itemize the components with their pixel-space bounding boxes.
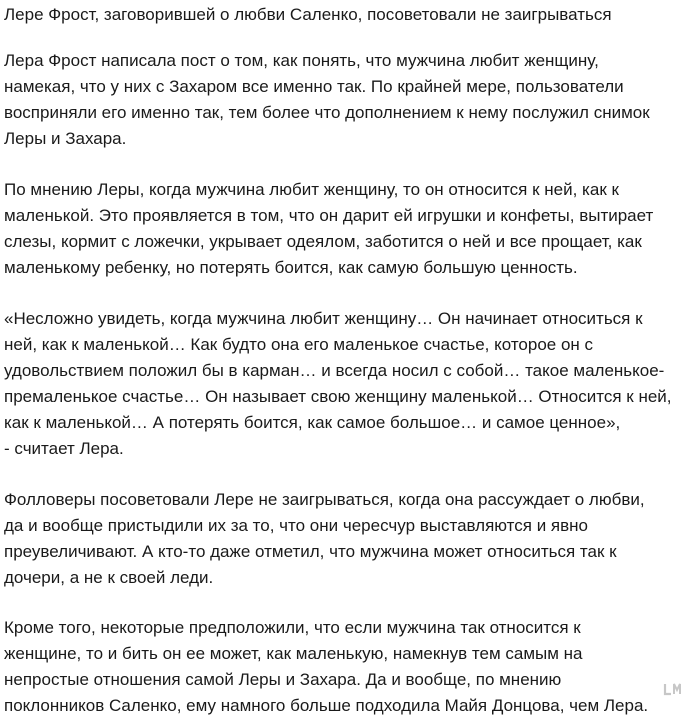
article [4,0,692,719]
paragraph-line: премаленькое счастье… Он называет свою женщину маленькой… Относится к ней, [4,387,672,406]
paragraph-line: дочери, а не к своей леди. [4,568,214,587]
paragraph-2 [4,177,692,281]
paragraph-5 [4,615,692,719]
paragraph-1 [4,48,692,152]
paragraph-line: восприняли его именно так, тем более что дополнением к нему послужил снимок [4,103,650,122]
paragraph-line: женщине, то и бить он ее может, как маленькую, намекнув тем самым на [4,644,583,663]
quote-paragraph [4,306,692,462]
paragraph-line: намекая, что у них с Захаром все именно так. По крайней мере, пользователи [4,77,624,96]
paragraph-line: непростые отношения самой Леры и Захара. Да и вообще, по мнению [4,670,562,689]
paragraph-line: «Несложно увидеть, когда мужчина любит женщину… Он начинает относиться к [4,309,643,328]
paragraph-line: Фолловеры посоветовали Лере не заигрываться, когда она рассуждает о любви, [4,490,645,509]
paragraph-line: По мнению Леры, когда мужчина любит женщину, то он относится к ней, как к [4,180,619,199]
paragraph-line: поклонников Саленко, ему намного больше подходила Майя Донцова, чем Лера. [4,696,649,715]
paragraph-line: слезы, кормит с ложечки, укрывает одеялом, заботится о ней и все прощает, как [4,232,642,251]
paragraph-line: Лера Фрост написала пост о том, как понять, что мужчина любит женщину, [4,51,599,70]
paragraph-line: - считает Лера. [4,439,124,458]
article-headline: Лере Фрост, заговорившей о любви Саленко, посоветовали не заигрываться [4,5,612,24]
paragraph-line: маленькому ребенку, но потерять боится, как самую большую ценность. [4,258,578,277]
paragraph-line: да и вообще пристыдили их за то, что они чересчур выставляются и явно [4,516,589,535]
paragraph-line: ней, как к маленькой… Как будто она его маленькое счастье, которое он с [4,335,594,354]
watermark-logo-icon [663,681,685,697]
paragraph-line: преувеличивают. А кто-то даже отметил, что мужчина может относиться так к [4,542,617,561]
paragraph-line: как к маленькой… А потерять боится, как самое большое… и самое ценное», [4,413,621,432]
paragraph-line: Леры и Захара. [4,129,127,148]
paragraph-line: удовольствием положил бы в карман… и всегда носил с собой… такое маленькое- [4,361,665,380]
paragraph-4 [4,487,692,591]
paragraph-line: маленькой. Это проявляется в том, что он дарит ей игрушки и конфеты, вытирает [4,206,654,225]
paragraph-line: Кроме того, некоторые предположили, что если мужчина так относится к [4,618,581,637]
